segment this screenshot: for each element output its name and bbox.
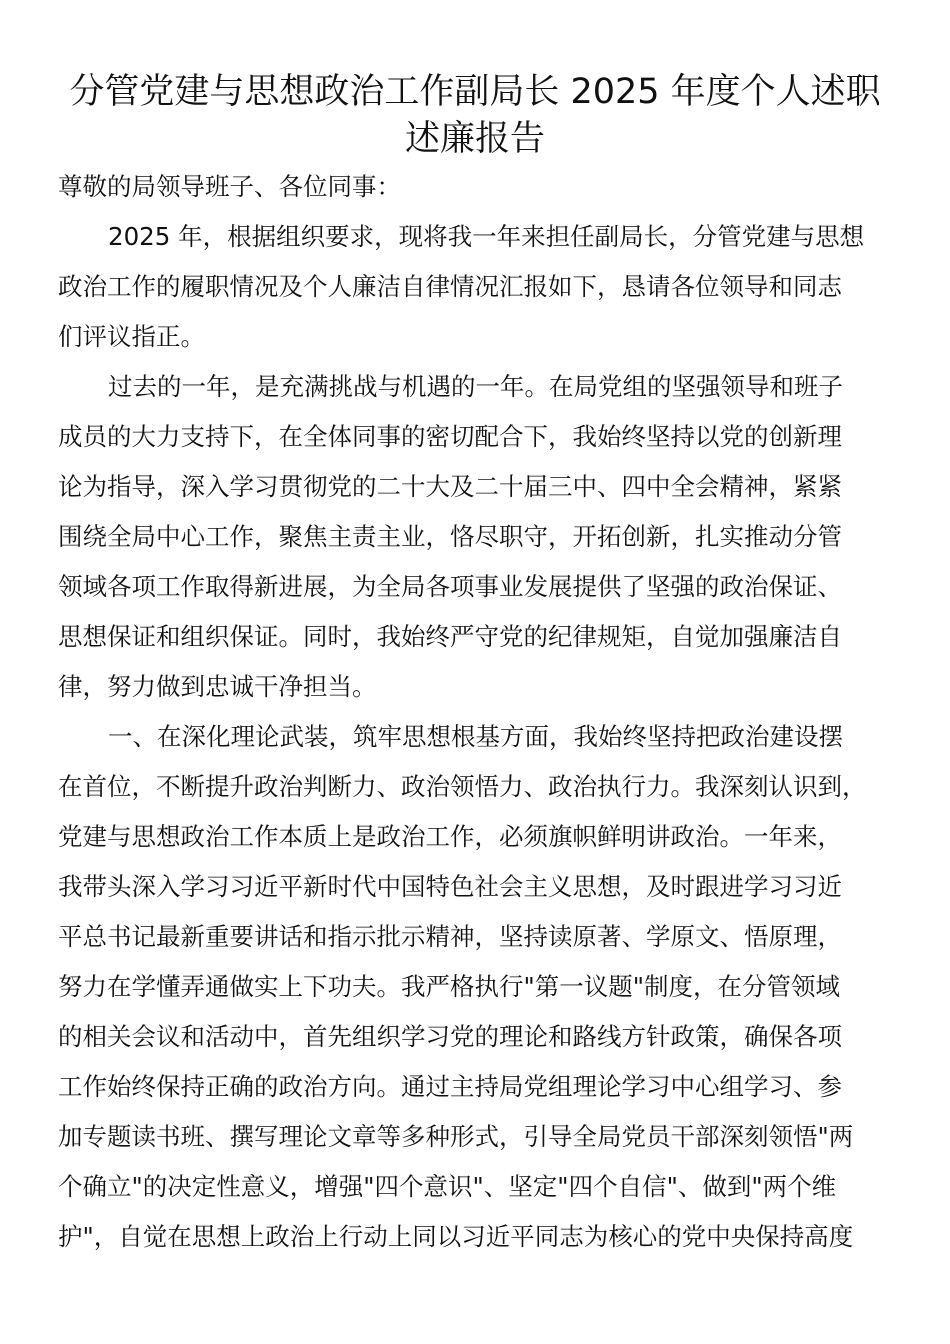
- paragraph-3-line-11: 护"，自觉在思想上政治上行动上同以习近平同志为核心的党中央保持高度: [58, 1222, 854, 1251]
- paragraph-3-line-10: 个确立"的决定性意义，增强"四个意识"、坚定"四个自信"、做到"两个维: [58, 1172, 837, 1201]
- paragraph-2-line-1: 过去的一年，是充满挑战与机遇的一年。在局党组的坚强领导和班子: [108, 372, 843, 401]
- paragraph-1-line-2: 政治工作的履职情况及个人廉洁自律情况汇报如下，恳请各位领导和同志: [58, 272, 842, 301]
- paragraph-2-line-6: 思想保证和组织保证。同时，我始终严守党的纪律规矩，自觉加强廉洁自: [58, 622, 842, 651]
- document-title-line-2: 述廉报告: [404, 119, 545, 159]
- paragraph-3-line-3: 党建与思想政治工作本质上是政治工作，必须旗帜鲜明讲政治。一年来，: [58, 822, 842, 851]
- paragraph-3-line-4: 我带头深入学习习近平新时代中国特色社会主义思想，及时跟进学习习近: [58, 872, 842, 901]
- paragraph-3-line-2: 在首位，不断提升政治判断力、政治领悟力、政治执行力。我深刻认识到，: [58, 772, 867, 801]
- paragraph-2-line-5: 领域各项工作取得新进展，为全局各项事业发展提供了坚强的政治保证、: [58, 572, 842, 601]
- paragraph-3-line-8: 工作始终保持正确的政治方向。通过主持局党组理论学习中心组学习、参: [58, 1072, 842, 1101]
- document-title-line-1: 分管党建与思想政治工作副局长 2025 年度个人述职: [69, 72, 881, 112]
- paragraph-3-line-5: 平总书记最新重要讲话和指示批示精神，坚持读原著、学原文、悟原理，: [58, 922, 842, 951]
- paragraph-2-line-4: 围绕全局中心工作，聚焦主责主业，恪尽职守，开拓创新，扎实推动分管: [58, 522, 842, 551]
- paragraph-1-line-3: 们评议指正。: [58, 322, 205, 351]
- paragraph-2-line-3: 论为指导，深入学习贯彻党的二十大及二十届三中、四中全会精神，紧紧: [58, 472, 842, 501]
- paragraph-3-line-6: 努力在学懂弄通做实上下功夫。我严格执行"第一议题"制度，在分管领域: [58, 972, 841, 1001]
- paragraph-1-line-1: 2025 年，根据组织要求，现将我一年来担任副局长，分管党建与思想: [108, 222, 865, 251]
- paragraph-3-line-7: 的相关会议和活动中，首先组织学习党的理论和路线方针政策，确保各项: [58, 1022, 842, 1051]
- paragraph-2-line-7: 律，努力做到忠诚干净担当。: [58, 672, 377, 701]
- salutation: 尊敬的局领导班子、各位同事：: [58, 172, 401, 201]
- paragraph-3-line-1: 一、在深化理论武装，筑牢思想根基方面，我始终坚持把政治建设摆: [108, 722, 843, 751]
- paragraph-3-line-9: 加专题读书班、撰写理论文章等多种形式，引导全局党员干部深刻领悟"两: [58, 1122, 854, 1151]
- paragraph-2-line-2: 成员的大力支持下，在全体同事的密切配合下，我始终坚持以党的创新理: [58, 422, 842, 451]
